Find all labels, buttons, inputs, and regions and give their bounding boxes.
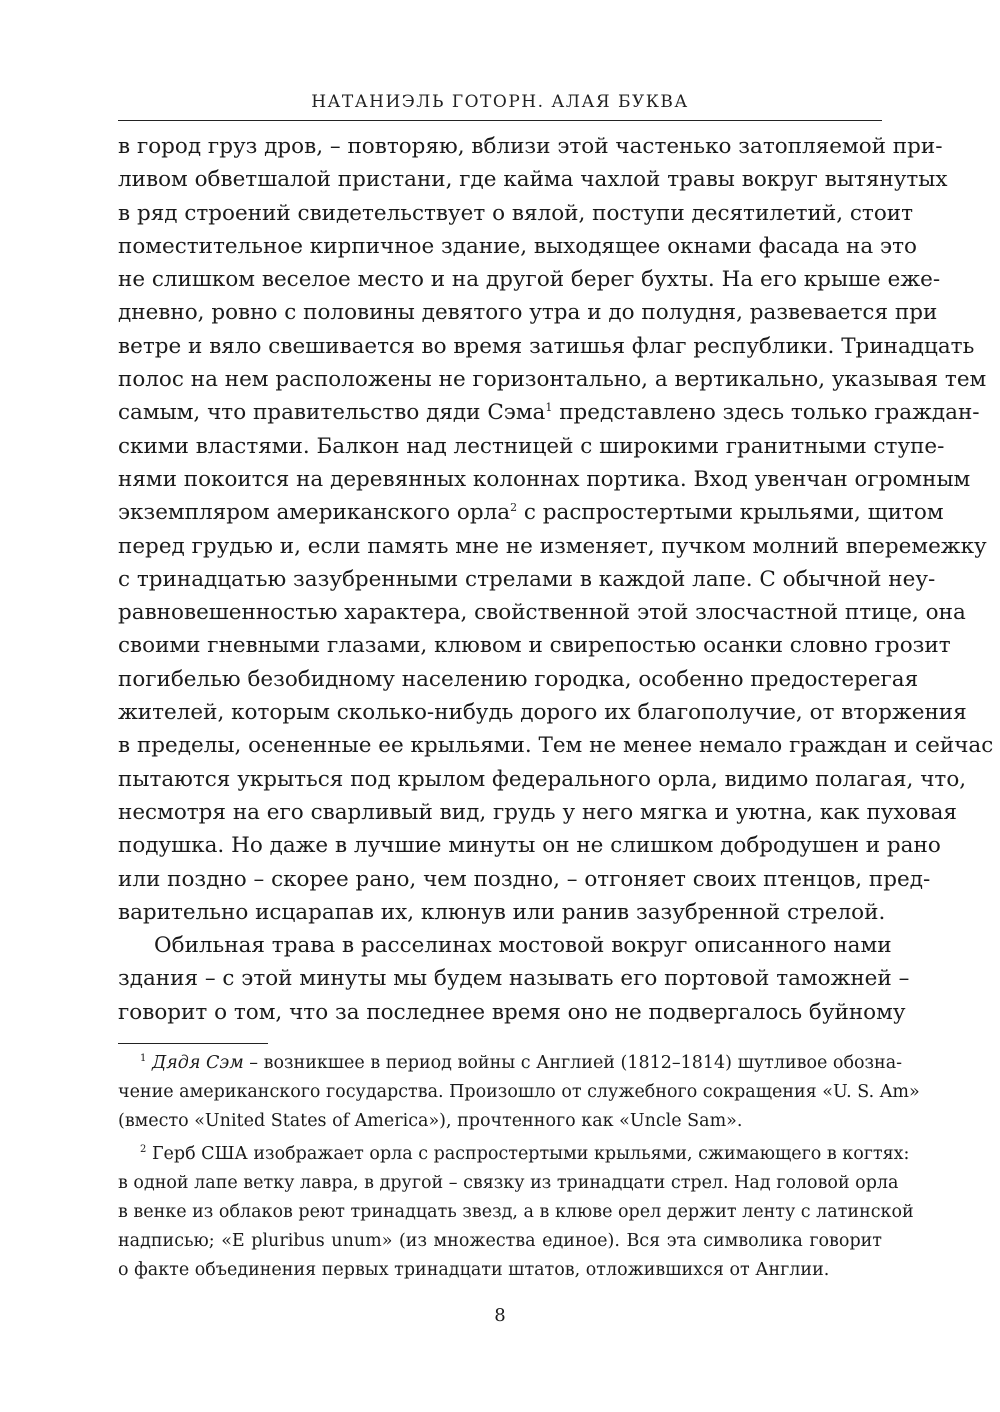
- text-segment: – возникшее в период войны с Англией (1812–1814) шутливое обозна-: [243, 1053, 903, 1073]
- text-line: полос на нем расположены не горизонтально, а вертикально, указывая тем: [118, 367, 987, 393]
- page-number: 8: [494, 1305, 506, 1326]
- text-line: [118, 396, 980, 429]
- text-line: в ряд строений свидетельствует о вялой, поступи десятилетий, стоит: [118, 200, 913, 226]
- text-segment: экземпляром американского орла: [118, 500, 511, 526]
- footnote-line: [118, 1140, 910, 1169]
- text-line: здания – с этой минуты мы будем называть его портовой таможней –: [118, 966, 910, 992]
- text-line: жителей, которым сколько-нибудь дорого их благополучие, от вторжения: [118, 700, 967, 726]
- text-line: Обильная трава в расселинах мостовой вокруг описанного нами: [154, 933, 892, 959]
- footnote-line: в венке из облаков реют тринадцать звезд, а в клюве орел держит ленту с латинской: [118, 1202, 914, 1222]
- text-line: пытаются укрыться под крылом федерального орла, видимо полагая, что,: [118, 766, 967, 792]
- text-line: равновешенностью характера, свойственной этой злосчастной птице, она: [118, 600, 966, 626]
- text-line: ветре и вяло свешивается во время затишья флаг республики. Тринадцать: [118, 333, 975, 359]
- running-title: НАТАНИЭЛЬ ГОТОРН. АЛАЯ БУКВА: [311, 92, 689, 112]
- footnote-line: надписью; «E pluribus unum» (из множества единое). Вся эта символика говорит: [118, 1231, 882, 1251]
- text-line: нями покоится на деревянных колоннах портика. Вход увенчан огромным: [118, 466, 971, 492]
- text-segment: представлено здесь только граждан-: [552, 400, 980, 426]
- text-segment: самым, что правительство дяди Сэма: [118, 400, 546, 426]
- footnote-line: в одной лапе ветку лавра, в другой – связку из тринадцати стрел. Над головой орла: [118, 1173, 899, 1193]
- text-line: несмотря на его сварливый вид, грудь у него мягка и уютна, как пуховая: [118, 799, 957, 825]
- footnote-divider: [118, 1043, 268, 1044]
- text-line: своими гневными глазами, клювом и свирепостью осанки словно грозит: [118, 633, 951, 659]
- footnote-ref-2[interactable]: 2: [510, 501, 518, 515]
- footnote-line: [118, 1049, 903, 1078]
- footnote-marker: 1: [140, 1053, 147, 1065]
- text-line: говорит о том, что за последнее время оно не подвергалось буйному: [118, 999, 906, 1025]
- footnote-line: о факте объединения первых тринадцати штатов, отложившихся от Англии.: [118, 1260, 830, 1280]
- text-line: скими властями. Балкон над лестницей с широкими гранитными ступе-: [118, 433, 945, 459]
- text-line: дневно, ровно с половины девятого утра и до полудня, развевается при: [118, 300, 938, 326]
- text-line: [118, 496, 944, 529]
- text-segment: Герб США изображает орла с распростертыми крыльями, сжимающего в когтях:: [146, 1144, 910, 1164]
- text-line: с тринадцатью зазубренными стрелами в каждой лапе. С обычной неу-: [118, 566, 936, 592]
- text-line: погибелью безобидному населению городка, особенно предостерегая: [118, 666, 919, 692]
- text-line: не слишком веселое место и на другой берег бухты. На его крыше еже-: [118, 267, 941, 293]
- footnote-marker: 2: [140, 1144, 147, 1156]
- footnote-ref-1[interactable]: 1: [545, 401, 553, 415]
- footnote-line: (вместо «United States of America»), прочтенного как «Uncle Sam».: [118, 1111, 743, 1131]
- footnote-line: чение американского государства. Произошло от служебного сокращения «U. S. Am»: [118, 1082, 920, 1102]
- footnote-1: [118, 1049, 920, 1136]
- text-line: ливом обветшалой пристани, где кайма чахлой травы вокруг вытянутых: [118, 167, 948, 193]
- footnote-2: [118, 1140, 914, 1285]
- running-header: [118, 92, 882, 121]
- footnote-term: Дядя Сэм: [151, 1053, 244, 1073]
- text-line: поместительное кирпичное здание, выходящее окнами фасада на это: [118, 233, 917, 259]
- text-line: в город груз дров, – повторяю, вблизи этой частенько затопляемой при-: [118, 134, 943, 159]
- text-line: перед грудью и, если память мне не изменяет, пучком молний вперемежку: [118, 533, 987, 559]
- main-text: [118, 130, 994, 1029]
- text-line: в пределы, осененные ее крыльями. Тем не менее немало граждан и сейчас: [118, 733, 994, 759]
- text-line: варительно исцарапав их, клюнув или ранив зазубренной стрелой.: [118, 899, 886, 925]
- text-line: или поздно – скорее рано, чем поздно, – отгоняет своих птенцов, пред-: [118, 866, 931, 892]
- text-segment: с распростертыми крыльями, щитом: [517, 500, 944, 526]
- text-line: подушка. Но даже в лучшие минуты он не слишком добродушен и рано: [118, 833, 941, 859]
